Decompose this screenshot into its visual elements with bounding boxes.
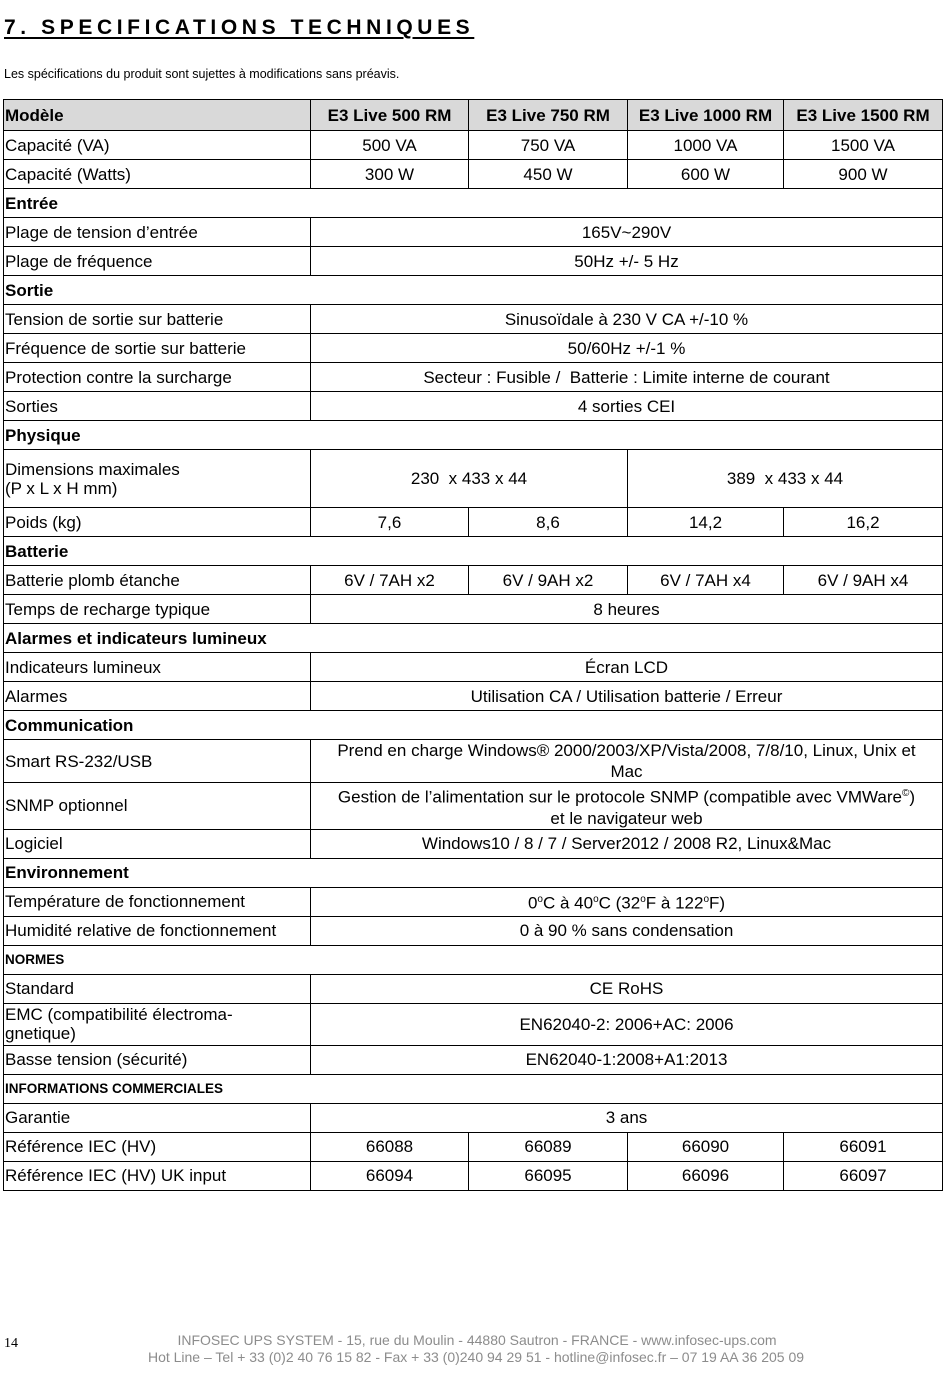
cell-value: 0 à 90 % sans condensation [311, 916, 943, 945]
row-label: Batterie plomb étanche [4, 566, 311, 595]
cell-value: 66097 [784, 1161, 943, 1190]
cell-value: EN62040-2: 2006+AC: 2006 [311, 1003, 943, 1045]
table-row [4, 974, 943, 1003]
cell-value: 6V / 9AH x4 [784, 566, 943, 595]
cell-text: Gestion de l’alimentation sur le protocole SNMP (compatible avec VMWare [337, 787, 903, 807]
cell-value: 66089 [469, 1132, 628, 1161]
cell-value: 389 x 433 x 44 [628, 450, 943, 508]
row-label: Capacité (VA) [4, 131, 311, 160]
cell-line: Mac [610, 762, 643, 781]
cell-value: 6V / 7AH x2 [311, 566, 469, 595]
row-label-line: Dimensions maximales [5, 459, 180, 479]
section-row [4, 1074, 943, 1103]
cell-line: Prend en charge Windows® 2000/2003/XP/Vista/2008, 7/8/10, Linux, Unix et [337, 741, 916, 760]
cell-value: 8,6 [469, 508, 628, 537]
table-row [4, 566, 943, 595]
section-infos-commerciales: INFORMATIONS COMMERCIALES [4, 1074, 943, 1103]
row-label: Fréquence de sortie sur batterie [4, 334, 311, 363]
cell-value: 900 W [784, 160, 943, 189]
degree-mark: o [640, 894, 646, 906]
cell-line: et le navigateur web [550, 808, 703, 828]
cell-value: 750 VA [469, 131, 628, 160]
temp-text: F) [709, 893, 726, 913]
row-label: Température de fonctionnement [4, 887, 311, 916]
footer-contact: Hot Line – Tel + 33 (0)2 40 76 15 82 - Fax + 33 (0)240 94 29 51 - hotline@infosec.fr – 07 19 AA 36 205 09 [147, 1349, 805, 1365]
section-row [4, 945, 943, 974]
copyright-mark: © [902, 788, 910, 799]
cell-value [311, 783, 943, 830]
temp-text: F à 122 [645, 893, 704, 913]
table-header-row [4, 100, 943, 131]
cell-value: 66091 [784, 1132, 943, 1161]
table-row [4, 1161, 943, 1190]
section-normes: NORMES [4, 945, 943, 974]
row-label: Alarmes [4, 682, 311, 711]
row-label: Protection contre la surcharge [4, 363, 311, 392]
model-1500: E3 Live 1500 RM [784, 100, 943, 131]
section-batterie: Batterie [4, 537, 943, 566]
cell-value: 16,2 [784, 508, 943, 537]
section-row [4, 537, 943, 566]
cell-value: 1500 VA [784, 131, 943, 160]
cell-value: Windows10 / 8 / 7 / Server2012 / 2008 R2, Linux&Mac [311, 829, 943, 858]
row-label: Sorties [4, 392, 311, 421]
model-1000: E3 Live 1000 RM [628, 100, 784, 131]
section-row [4, 858, 943, 887]
table-row [4, 247, 943, 276]
cell-value: 66088 [311, 1132, 469, 1161]
table-row [4, 450, 943, 508]
row-label: Smart RS-232/USB [4, 740, 311, 783]
table-row [4, 218, 943, 247]
cell-value [311, 740, 943, 783]
cell-value: Écran LCD [311, 653, 943, 682]
specifications-table [3, 99, 943, 1191]
section-row [4, 624, 943, 653]
row-label [4, 450, 311, 508]
row-label: Tension de sortie sur batterie [4, 305, 311, 334]
row-label: SNMP optionnel [4, 783, 311, 830]
row-label: Standard [4, 974, 311, 1003]
section-physique: Physique [4, 421, 943, 450]
cell-value: 600 W [628, 160, 784, 189]
table-row [4, 887, 943, 916]
cell-value: 1000 VA [628, 131, 784, 160]
row-label: Capacité (Watts) [4, 160, 311, 189]
cell-value: Secteur : Fusible / Batterie : Limite interne de courant [311, 363, 943, 392]
cell-value: 50/60Hz +/-1 % [311, 334, 943, 363]
cell-value: 7,6 [311, 508, 469, 537]
row-label: Indicateurs lumineux [4, 653, 311, 682]
cell-value: 6V / 9AH x2 [469, 566, 628, 595]
cell-value: Utilisation CA / Utilisation batterie / Erreur [311, 682, 943, 711]
footer-address: INFOSEC UPS SYSTEM - 15, rue du Moulin - 44880 Sautron - FRANCE - www.infosec-ups.com [177, 1332, 777, 1348]
cell-value: EN62040-1:2008+A1:2013 [311, 1045, 943, 1074]
cell-value: 66094 [311, 1161, 469, 1190]
row-label: Plage de fréquence [4, 247, 311, 276]
cell-value: 66096 [628, 1161, 784, 1190]
table-row [4, 1103, 943, 1132]
section-row [4, 421, 943, 450]
cell-text: ) [909, 787, 916, 807]
cell-value: 165V~290V [311, 218, 943, 247]
row-label: Poids (kg) [4, 508, 311, 537]
degree-mark: o [593, 894, 599, 906]
cell-value: 66090 [628, 1132, 784, 1161]
row-label: Référence IEC (HV) UK input [4, 1161, 311, 1190]
temp-text: C à 40 [542, 893, 594, 913]
table-row [4, 1045, 943, 1074]
table-row [4, 131, 943, 160]
row-label: Temps de recharge typique [4, 595, 311, 624]
table-row [4, 160, 943, 189]
table-row [4, 783, 943, 830]
cell-value: CE RoHS [311, 974, 943, 1003]
cell-value: 8 heures [311, 595, 943, 624]
table-row [4, 1003, 943, 1045]
cell-value: 4 sorties CEI [311, 392, 943, 421]
row-label: Basse tension (sécurité) [4, 1045, 311, 1074]
row-label: Plage de tension d’entrée [4, 218, 311, 247]
row-label [4, 1003, 311, 1045]
cell-value: 3 ans [311, 1103, 943, 1132]
table-row [4, 595, 943, 624]
table-row [4, 653, 943, 682]
model-750: E3 Live 750 RM [469, 100, 628, 131]
table-row [4, 829, 943, 858]
table-row [4, 392, 943, 421]
table-row [4, 1132, 943, 1161]
cell-value: 230 x 433 x 44 [311, 450, 628, 508]
section-row [4, 711, 943, 740]
cell-value: 6V / 7AH x4 [628, 566, 784, 595]
section-row [4, 189, 943, 218]
table-row [4, 508, 943, 537]
row-label: Logiciel [4, 829, 311, 858]
temp-text: C (32 [598, 893, 641, 913]
table-row [4, 363, 943, 392]
cell-value: 500 VA [311, 131, 469, 160]
cell-value [311, 887, 943, 916]
subtitle: Les spécifications du produit sont sujettes à modifications sans préavis. [4, 67, 400, 81]
cell-value: 66095 [469, 1161, 628, 1190]
section-row [4, 276, 943, 305]
table-row [4, 334, 943, 363]
section-entree: Entrée [4, 189, 943, 218]
model-500: E3 Live 500 RM [311, 100, 469, 131]
row-label-line: (P x L x H mm) [5, 478, 118, 498]
cell-value: 50Hz +/- 5 Hz [311, 247, 943, 276]
row-label: Humidité relative de fonctionnement [4, 916, 311, 945]
row-label: Référence IEC (HV) [4, 1132, 311, 1161]
section-sortie: Sortie [4, 276, 943, 305]
degree-mark: o [537, 894, 543, 906]
header-label: Modèle [4, 100, 311, 131]
cell-value: Sinusoïdale à 230 V CA +/-10 % [311, 305, 943, 334]
table-row [4, 740, 943, 783]
page-number: 14 [4, 1336, 18, 1351]
row-label-line: EMC (compatibilité électroma- [5, 1005, 233, 1025]
cell-value: 14,2 [628, 508, 784, 537]
section-communication: Communication [4, 711, 943, 740]
temp-text: 0 [527, 893, 538, 913]
cell-value: 450 W [469, 160, 628, 189]
section-environnement: Environnement [4, 858, 943, 887]
row-label: Garantie [4, 1103, 311, 1132]
table-row [4, 682, 943, 711]
table-row [4, 305, 943, 334]
degree-mark: o [703, 894, 709, 906]
cell-line [312, 783, 941, 808]
section-alarmes: Alarmes et indicateurs lumineux [4, 624, 943, 653]
cell-value: 300 W [311, 160, 469, 189]
table-row [4, 916, 943, 945]
row-label-line: gnetique) [5, 1024, 76, 1044]
page-title: 7. SPECIFICATIONS TECHNIQUES [4, 16, 475, 39]
